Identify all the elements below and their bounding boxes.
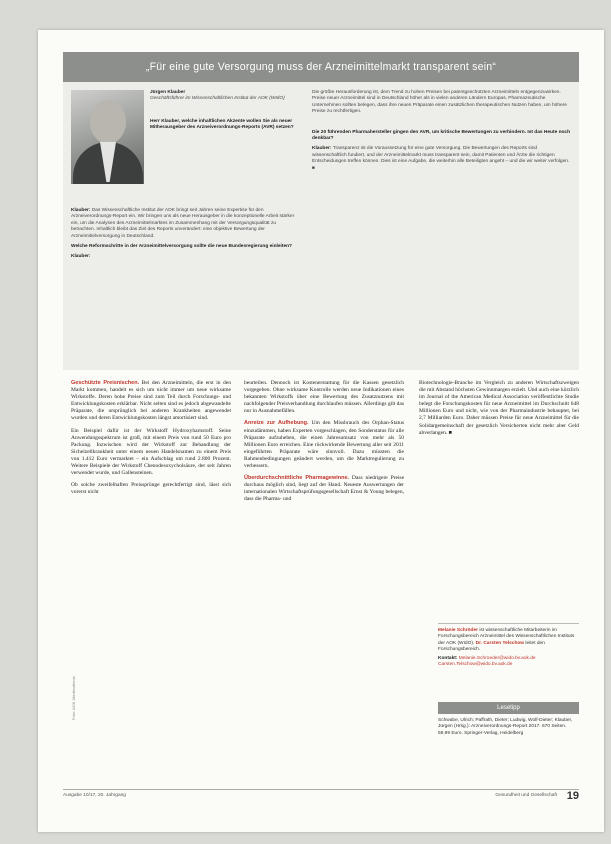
interview-column-right <box>312 90 572 176</box>
answer-1-lead: Klauber: <box>71 208 91 213</box>
col2-text-1: beurteilen. Dennoch ist Kostenerstattung für die Kassen gesetzlich vorgegeben. Ohne wirksame Kontrolle werden neue Indikationen eines bekannten Wirkstoffs über eine Bewertung des Zusatznutzens mit nachfolgender Preisverhandlung durchlaufen müssen. Allerdings gilt das nur in Ausnahmefällen. <box>244 380 404 415</box>
col1-text-2: Ein Beispiel dafür ist der Wirkstoff Hydroxyharnstoff. Seine Anwendungsspektrum ist groß, mit einem Preis von rund 50 Euro pro Packung. Inzwischen wird der Wirkstoff zur Behandlung der Sichelzellkrankheit unter einem neuen Handelsnamen zu einem Preis von 1.412 Euro vermarktet – ein Aufschlag um rund 2.800 Prozent. Weitere Beispiele der Wirkstoff Chenodesoxycholsäure, der seit Jahren verwendet wurde, und Gallensteinen. <box>71 427 231 477</box>
lesetipp-header: Lesetipp <box>438 702 579 714</box>
col2-text-2: Um den Missbrauch des Orphan-Status einzudämmen, haben Experten vorgeschlagen, den Sonderstatus für alle Präparate aufzuheben, die einen Jahresumsatz von mehr als 50 Millionen Euro erreichen. Eine rückwirkende Bewertung aller seit 2011 eingeführten Präparate wäre sinnvoll. Dazu müssten die Rahmenbedingungen geändert werden, um die Marktregulierung zu verbessern. <box>244 420 404 470</box>
body-column-3 <box>419 380 579 442</box>
author-1-text: ist wissenschaftliche Mitarbeiterin im Forschungsbereich Arzneimittel des Wissenschaftlichen Instituts der AOK (WIdO). <box>438 628 575 646</box>
col1-text-3: Ob solche zweifelhaften Preissprünge gerechtfertigt sind, lässt sich vorerst nicht <box>71 482 231 496</box>
answer-2-text: Die größte Herausforderung ist, dem Trend zu hohen Preisen bei patentgeschützten Arzneimitteln entgegenzuwirken. Preise neuer Arzneimittel sind in Deutschland höher als in vielen anderen Ländern Europas. Pharmazeutische Unternehmen sollten belegen, dass ihre neuen Präparate einen zusätzlichen therapeutischen Nutzen haben, um höhere Preise zu rechtfertigen. <box>312 90 567 115</box>
portrait-head <box>90 100 126 144</box>
page-number: 19 <box>566 790 579 802</box>
author-info-box <box>438 623 579 672</box>
col3-text: Biotechnologie-Branche im Vergleich zu anderen Wirtschaftszweigen die mit Abstand höchsten Gewinnmargen erzielt. Und auch eine kürzlich im Journal of the American Medical Association veröffentlichte Studie belegt die Forschungskosten für neue Arzneimittel im Durchschnitt 648 Millionen Euro und nicht, wie von der Pharmaindustrie behauptet, bei 2,7 Milliarden Euro. Daher müssen Preise für neue Arzneimittel für die Solidargemeinschaft der gesetzlich Versicherten nicht mehr aber Geld abverlangen. <box>419 380 579 436</box>
magazine-page <box>38 30 604 832</box>
contact-label: Kontakt: <box>438 656 458 662</box>
footer-magazine: Gesundheit und Gesellschaft <box>495 793 557 798</box>
author-1-name: Melanie Schröder <box>438 628 478 633</box>
contact-email-1[interactable]: Melanie.Schroeder@wido.bv.aok.de <box>458 656 536 662</box>
body-column-1 <box>71 380 231 501</box>
contact-email-2[interactable]: Carsten.Telschow@wido.bv.aok.de <box>438 662 513 668</box>
portrait-photo <box>71 90 144 184</box>
col2b-text: Dass niedrigere Preise durchaus möglich sind, liegt auf der Hand. Neueste Auswertungen der internationalen Wirtschaftsprüfungsgesellschaft Ernst & Young belegen, dass die Pharma- und <box>244 475 405 503</box>
body-column-2 <box>244 380 404 509</box>
lesetipp-text: Schwabe, Ulrich; Paffrath, Dieter; Ludwig, Wolf-Dieter; Klauber, Jürgen (Hrsg.): Arzneiverordnungs-Report 2017. 670 Seiten. 59,99 Euro. Springer-Verlag, Heidelberg <box>438 718 573 736</box>
section-head-anreize: Anreize zur Aufhebung. <box>244 420 309 427</box>
photo-credit: Foto: AOK-Mediendienst <box>71 676 76 720</box>
interviewee-name: Jürgen Klauber <box>150 90 186 95</box>
answer-3-text: Transparenz ist die Voraussetzung für eine gute Versorgung. Die Bewertungen des Reports sind wissenschaftlich fundiert, und der Arzneimittelmarkt muss transparent sein, damit Patienten und Ärzte die richtigen Entscheidungen treffen können. Dies ist eine Aufgabe, die weiterhin alle Beteiligten angeht – und die wir weiter verfolgen. <box>312 146 570 165</box>
section-head-pharmagewinne: Überdurchschnittliche Pharmagewinne. <box>244 475 350 482</box>
footer-issue: Ausgabe 10/17, 20. Jahrgang <box>63 793 126 798</box>
interview-question-1: Herr Klauber, welche inhaltlichen Akzente wollen Sie als neuer Mitherausgeber des Arzneiverordnungs-Reports (AVR) setzen? <box>150 118 294 131</box>
interview-question-2: Welche Reformschritte in der Arzneimittelversorgung sollte die neue Bundesregierung einleiten? <box>71 244 292 250</box>
answer-2-lead: Klauber: <box>71 254 91 260</box>
interviewee-role: Geschäftsführer im Wissenschaftlichen Institut der AOK (WIdO) <box>150 96 285 102</box>
section-head-preisnischen: Geschützte Preisnischen. <box>71 380 140 386</box>
interview-answer-1 <box>71 208 300 265</box>
interview-question-3: Die 20 führenden Pharmahersteller gingen den AVR, um kritische Bewertungen zu verhindern. Ist das Heute noch denkbar? <box>312 129 571 142</box>
article-end-mark: ■ <box>448 429 452 436</box>
page-footer <box>63 789 579 804</box>
article-title: „Für eine gute Versorgung muss der Arzneimittelmarkt transparent sein“ <box>63 52 579 82</box>
col1-text-1: Bei den Arzneimitteln, die erst in den Markt kommen, handelt es sich um nicht immer um neue wirksame Wirkstoffe. Deren hohe Preise sind zum Teil durch Forschungs- und Entwicklungskosten erklärbar. Nicht selten sind es jedoch abgewandelte Präparate, die ursprünglich bei anderen Krankheiten angewendet wurden und deren Entwicklungskosten längst amortisiert sind. <box>71 380 231 422</box>
interview-end-mark: ■ <box>312 165 315 171</box>
author-2-text: leitet den Forschungsbereich. <box>438 640 545 652</box>
answer-1-text: Das Wissenschaftliche Institut der AOK bringt seit Jahren seine Expertise für den Arzneiverordnungs-Report ein. Wir bringen uns als neue Herausgeber in die konzeptionelle Arbeit stärker ein, um die Analysen des Arzneimittelmarktes im Zusammenhang mit der Versorgungsqualität zu betrachten. Inhaltlich bleibt das Ziel des Reports unverändert: eine objektive Bewertung der Arzneimittelversorgung in Deutschland. <box>71 208 295 239</box>
answer-3-lead: Klauber: <box>312 146 332 152</box>
author-2-name: Dr. Carsten Telschow <box>475 640 525 646</box>
interview-column-left <box>150 90 300 136</box>
